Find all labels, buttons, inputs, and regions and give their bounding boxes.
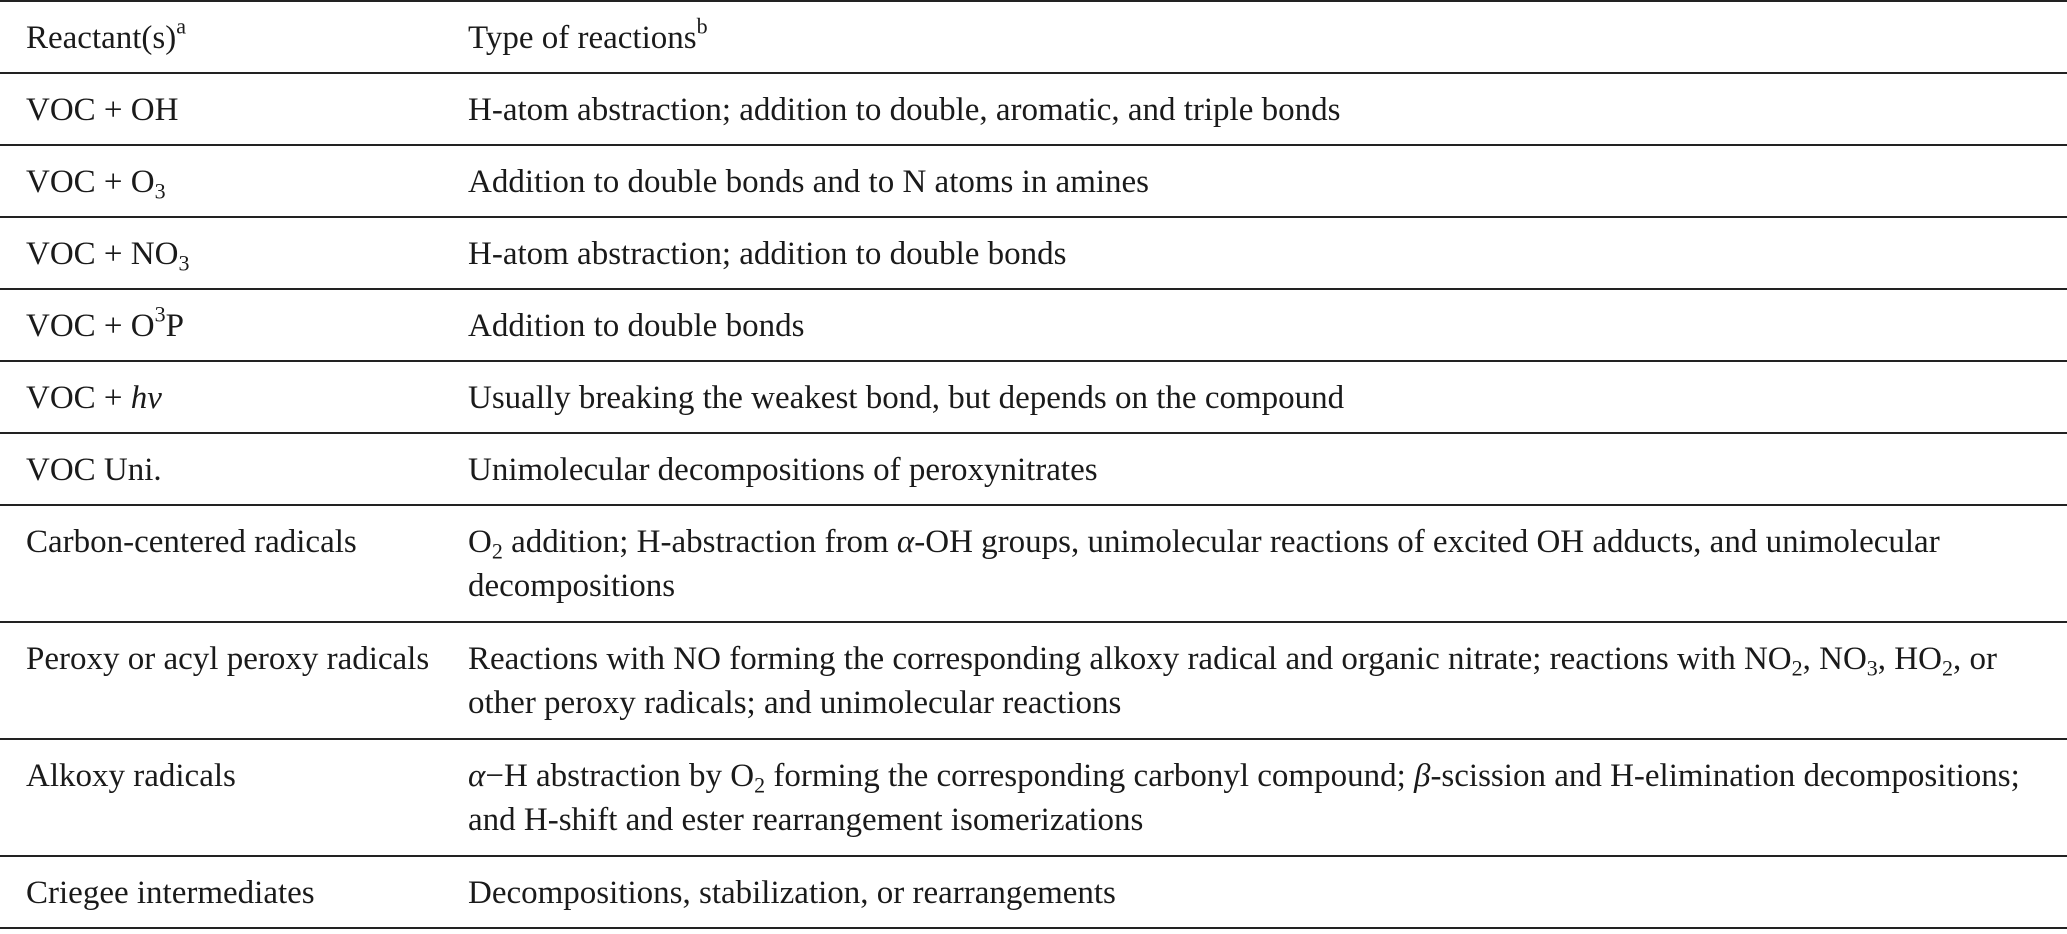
table-row	[0, 739, 2067, 856]
reaction-type-cell: Unimolecular decompositions of peroxynitrates	[468, 452, 1098, 488]
footnote-marker-a: a	[176, 13, 187, 39]
reactant-cell: Peroxy or acyl peroxy radicals	[26, 641, 430, 677]
reactant-cell: Criegee intermediates	[26, 875, 315, 911]
reactant-cell: Carbon-centered radicals	[26, 524, 357, 560]
table-row	[0, 73, 2067, 145]
reactant-cell: VOC Uni.	[26, 452, 162, 488]
reaction-type-cell: α−H abstraction by $O_2$ forming the corresponding carbonyl compound; β-scission and H-elimination decompositions; and H-shift and ester rearrangement isomerizations	[468, 758, 2020, 838]
table-row	[0, 217, 2067, 289]
reaction-type-cell: Addition to double bonds and to N atoms in amines	[468, 164, 1150, 200]
footnote-marker-b: b	[696, 13, 708, 39]
reactant-cell: Alkoxy radicals	[26, 758, 236, 794]
table-row	[0, 505, 2067, 622]
reaction-type-cell: Decompositions, stabilization, or rearrangements	[468, 875, 1116, 911]
table-row	[0, 145, 2067, 217]
table-row	[0, 289, 2067, 361]
reaction-type-cell: Addition to double bonds	[468, 308, 805, 344]
table-row	[0, 361, 2067, 433]
header-reactants: $Reactant(s)^a$	[26, 13, 187, 56]
header-type-of-reactions: Type of reactions$^b$	[468, 13, 708, 56]
reaction-type-cell: H-atom abstraction; addition to double, aromatic, and triple bonds	[468, 92, 1341, 128]
table-row	[0, 622, 2067, 739]
reaction-type-cell: $O_2$ addition; H-abstraction from α-OH groups, unimolecular reactions of excited OH adducts, and unimolecular decompositions	[468, 524, 1940, 604]
table-row	[0, 856, 2067, 928]
table-header-row	[0, 1, 2067, 73]
reactant-cell: VOC + hν	[26, 380, 162, 416]
reaction-type-cell: Reactions with NO forming the corresponding alkoxy radical and organic nitrate; reactions with $NO_2$, $NO_3$, $HO_2$, or other peroxy radicals; and unimolecular reactions	[468, 641, 1997, 721]
reactant-cell: VOC + $O^3P$	[26, 301, 184, 344]
reaction-type-cell: Usually breaking the weakest bond, but depends on the compound	[468, 380, 1345, 416]
reaction-type-cell: H-atom abstraction; addition to double bonds	[468, 236, 1067, 272]
table-row	[0, 433, 2067, 505]
reactant-cell: VOC + OH	[26, 92, 179, 128]
reactant-cell: VOC + $NO_3$	[26, 236, 190, 276]
reactant-cell: VOC + $O_3$	[26, 164, 166, 204]
